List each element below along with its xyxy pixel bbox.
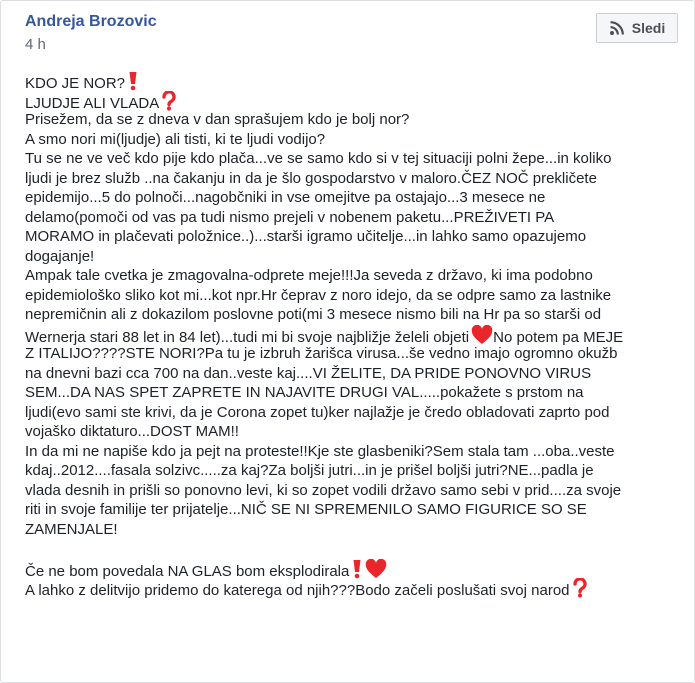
follow-button[interactable] — [596, 13, 678, 43]
post-line — [25, 305, 687, 325]
post-line — [25, 227, 687, 247]
post-line — [25, 247, 687, 267]
post-line-text: riti in svoje familije ter prijatelje...NIČ SE NI SPREMENILO SAMO FIGURICE SO SE — [25, 501, 587, 518]
post-line-text: ljudi(evo sami ste krivi, da je Corona zopet tu)ker najlažje je čredo obladovati zaprto pod — [25, 403, 610, 421]
post-line-text: Prisežem, da se z dneva v dan sprašujem kdo je bolj nor? — [25, 111, 410, 128]
post-line — [25, 188, 687, 208]
post-line-text: Če ne bom povedala NA GLAS bom eksplodirala — [25, 562, 350, 580]
post-line — [25, 578, 687, 598]
post-line-text: A smo nori mi(ljudje) ali tisti, ki te ljudi vodijo? — [25, 130, 326, 148]
post-line — [25, 344, 687, 364]
post-line — [25, 559, 687, 579]
post-line-text: delamo(pomoči od vas pa tudi nismo prejeli v nobenem paketu...PREŽIVETI PA — [25, 208, 555, 226]
post-line-text-after: No potem pa MEJE — [493, 328, 624, 346]
rss-icon — [609, 20, 625, 36]
red-question-icon — [161, 91, 177, 111]
post-line — [25, 266, 687, 286]
post-line-text: ljudi je brez služb ..na čakanju in da je šlo gospodarstvo v maloro.ČEZ NOČ prekličete — [25, 169, 597, 187]
post-line-text: epidemijo...5 do polnoči...nagobčniki in vse omejitve pa ostajajo...3 mesece ne — [25, 189, 546, 206]
author-name[interactable]: Andreja Brozovic — [25, 13, 157, 30]
red-question-icon — [572, 578, 588, 598]
post-line — [25, 91, 687, 111]
post-line-text: nepremičnin ali z dokazilom poslovne poti(mi 3 mesece nismo bili na Hr pa so starši od — [25, 306, 602, 323]
post-line — [25, 149, 687, 169]
post-line — [25, 539, 687, 559]
post-line-text: vlada desnih in prišli so ponovno levi, ki so zopet vodili državo samo sebi v prid....za svoje — [25, 481, 622, 499]
post-line-text: epidemiološko sliko kot mi...kot npr.Hr čeprav z noro idejo, da se odpre samo za lastnike — [25, 286, 612, 304]
post-line-text: A lahko z delitvijo pridemo do katerega od njih???Bodo začeli poslušati svoj narod — [25, 582, 570, 599]
post-line-text: Tu se ne ve več kdo pije kdo plača...ve se samo kdo si v tej situaciji polni žepe...in koliko — [25, 150, 612, 167]
post-line — [25, 383, 687, 403]
post-message — [25, 71, 687, 598]
red-exclamation-icon — [351, 559, 363, 579]
post-line-text: dogajanje! — [25, 247, 95, 265]
post-line-text: Z ITALIJO????STE NORI?Pa tu je izbruh žarišca virusa...še vedno imajo ogromno okužb — [25, 345, 618, 362]
red-heart-icon — [471, 325, 493, 345]
post-line-text: SEM...DA NAS SPET ZAPRETE IN NAJAVITE DRUGI VAL.....pokažete s prstom na — [25, 384, 584, 401]
post-line — [25, 422, 687, 442]
post-line — [25, 403, 687, 423]
post-line-text: Wernerja stari 88 let in 84 let)...tudi mi bi svoje najbližje želeli objeti — [25, 328, 470, 346]
post-timestamp[interactable]: 4 h — [25, 36, 46, 53]
post-line — [25, 286, 687, 306]
post-line — [25, 169, 687, 189]
post-line-text: Ampak tale cvetka je zmagovalna-odprete meje!!!Ja seveda z državo, ki ima podobno — [25, 267, 593, 284]
post-line-text: LJUDJE ALI VLADA — [25, 94, 160, 112]
red-exclamation-icon — [127, 71, 139, 91]
post-line — [25, 481, 687, 501]
post-line-text: vojaško diktaturo...DOST MAM!! — [25, 423, 239, 440]
post-line-text: ZAMENJALE! — [25, 520, 118, 538]
post-line-text: MORAMO in plačevati položnice..)...starši igramo učitelje...in lahko samo opazujemo — [25, 228, 587, 245]
post-line — [25, 325, 687, 345]
post-line — [25, 130, 687, 150]
post-line-text: KDO JE NOR? — [25, 75, 126, 92]
post-line — [25, 500, 687, 520]
post-line — [25, 442, 687, 462]
post-line — [25, 208, 687, 228]
post-line-text: In da mi ne napiše kdo ja pejt na proteste!!Kje ste glasbeniki?Sem stala tam ...oba..veste — [25, 442, 615, 460]
red-heart-icon — [365, 559, 387, 579]
post-line — [25, 461, 687, 481]
post-line-text: na dnevni bazi cca 700 na dan..veste kaj....VI ŽELITE, DA PRIDE PONOVNO VIRUS — [25, 364, 592, 382]
follow-label: Sledi — [631, 20, 666, 36]
post-line — [25, 364, 687, 384]
post-line — [25, 520, 687, 540]
post-line — [25, 71, 687, 91]
post-line — [25, 110, 687, 130]
post-line-text: kdaj..2012....fasala solzivc.....za kaj?Za boljši jutri...in je prišel boljši jutri?NE...padla je — [25, 462, 594, 479]
